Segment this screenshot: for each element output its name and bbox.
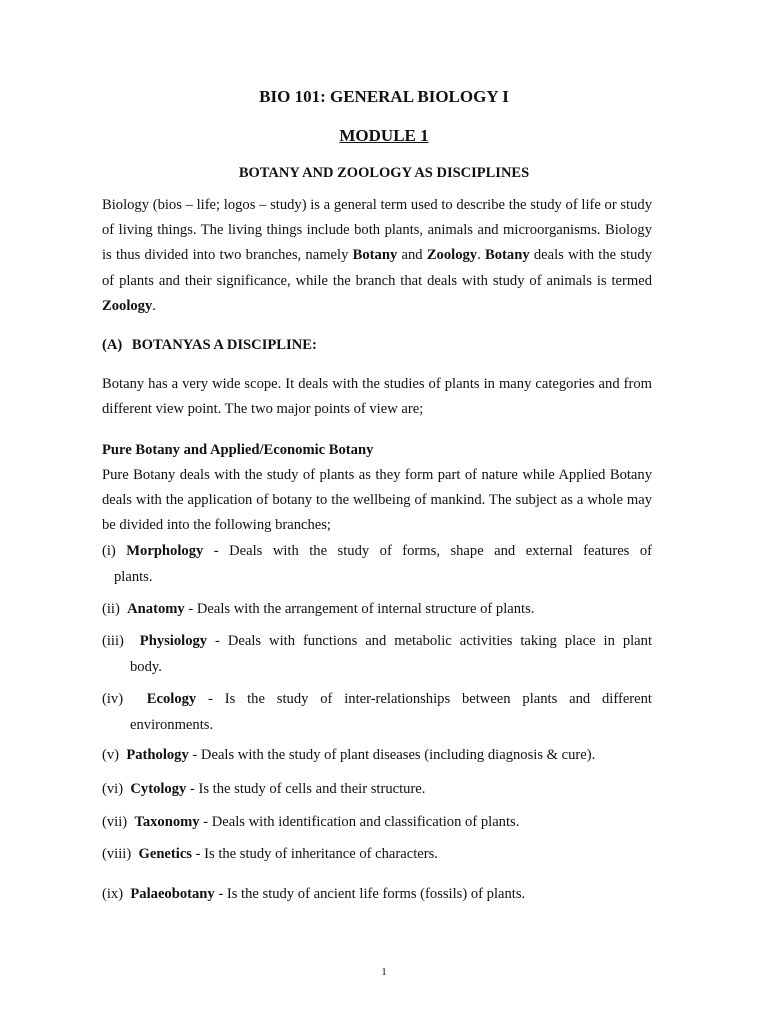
branch-item [102,597,652,623]
branch-description: - Deals with identification and classification of plants. [199,814,520,830]
branch-item-line [102,810,652,836]
branch-description: - Is the study of inter-relationships between plants and different [196,691,652,707]
page-number: 1 [381,966,387,978]
module-heading: MODULE 1 [339,126,429,145]
section-subtitle: BOTANY AND ZOOLOGY AS DISCIPLINES [238,165,530,181]
branch-item [102,539,652,590]
branch-item [102,842,652,868]
branch-number: (viii) [102,846,132,862]
branch-item-line [102,539,652,565]
branch-number: (iv) [102,691,124,707]
branch-number: (iii) [102,633,124,649]
branch-description: - Is the study of inheritance of characters. [191,846,438,862]
branch-item-line [102,597,652,623]
branch-term: Pathology [126,747,189,763]
branch-item-line [102,629,652,655]
branch-item [102,687,652,738]
branch-term: Taxonomy [134,814,200,830]
document-title: BIO 101: GENERAL BIOLOGY I [259,87,509,106]
branch-term: Anatomy [127,601,185,617]
branch-item-line [102,687,652,713]
branch-item-line [102,743,652,769]
branch-description: - Is the study of ancient life forms (fossils) of plants. [214,886,526,902]
intro-paragraph: Biology (bios – life; logos – study) is a general term used to describe the study of life or study of living things. The living things include both plants, animals and microorganisms. Biology is thus divided into two branches, namely Botany and Zoology. Botany deals with the study of plants and their significance, while the branch that deals with study of animals is termed Zoology. [102,197,653,314]
branch-description: - Deals with the study of forms, shape and external features of [203,543,652,559]
branch-description: - Deals with the study of plant diseases (including diagnosis & cure). [188,747,596,763]
branch-number: (ii) [102,601,120,617]
branch-description: - Deals with the arrangement of internal structure of plants. [184,601,535,617]
pure-applied-subheading: Pure Botany and Applied/Economic Botany [102,442,374,458]
branch-item-line [102,842,652,868]
branch-number: (ix) [102,886,124,902]
branch-number: (vi) [102,781,124,797]
branch-number: (i) [102,543,116,559]
branch-item [102,743,652,769]
branch-item [102,810,652,836]
branch-item-line [102,777,652,803]
branch-term: Cytology [130,781,187,797]
branch-item [102,629,652,680]
botany-scope-paragraph: Botany has a very wide scope. It deals with the studies of plants in many categories and from different view point. The two major points of view are; [102,376,652,418]
pure-botany-paragraph: Pure Botany deals with the study of plants as they form part of nature while Applied Botany deals with the application of botany to the wellbeing of mankind. The subject as a whole may be divided into the following branches; [102,467,652,534]
branch-term: Ecology [146,691,197,707]
branch-item-line [102,882,652,908]
branch-term: Palaeobotany [130,886,215,902]
branch-description-continued: body. [130,658,162,675]
branch-description: - Is the study of cells and their structure. [186,781,426,797]
branch-description-continued: environments. [130,716,214,733]
branch-item [102,777,652,803]
branch-number: (v) [102,747,120,763]
branch-term: Physiology [139,633,208,649]
branch-description-continued: plants. [114,568,153,585]
branch-term: Genetics [138,846,192,862]
branch-description: - Deals with functions and metabolic activities taking place in plant [207,633,652,649]
section-a-heading: (A) BOTANYAS A DISCIPLINE: [102,337,317,353]
branch-item [102,882,652,908]
branch-number: (vii) [102,814,128,830]
branch-term: Morphology [126,543,204,559]
